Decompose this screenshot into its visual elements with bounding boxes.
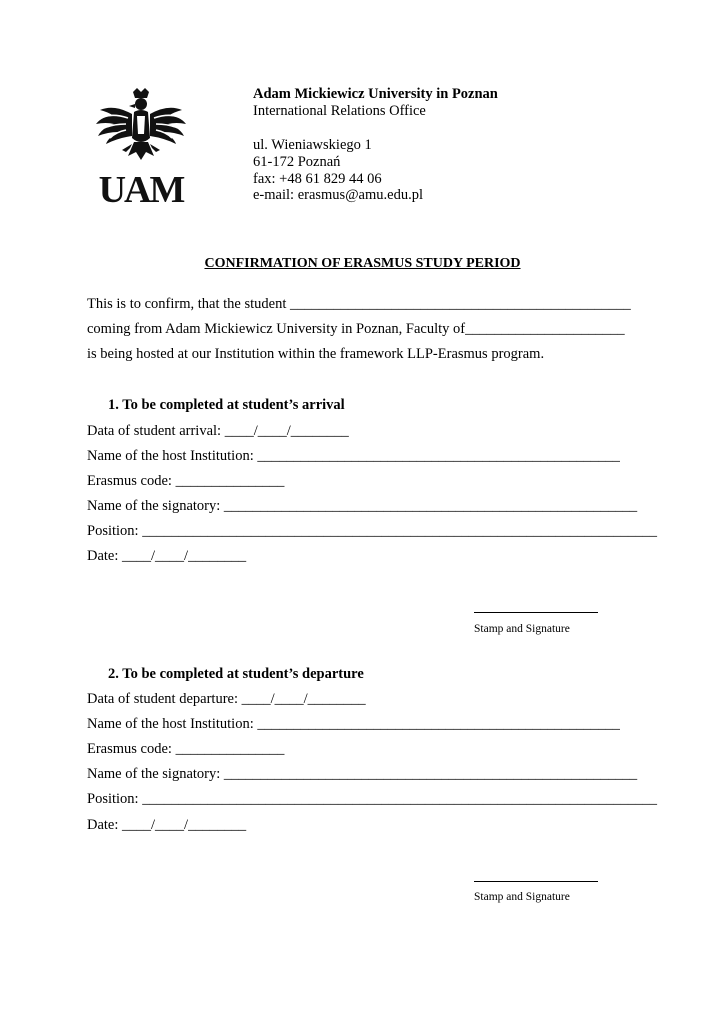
departure-signing-date-field[interactable]: Date: ____/____/________: [87, 817, 247, 833]
arrival-signature-line[interactable]: [474, 612, 598, 613]
email-address: e-mail: erasmus@amu.edu.pl: [253, 187, 423, 203]
arrival-stamp-label: Stamp and Signature: [474, 623, 570, 635]
student-confirm-line[interactable]: This is to confirm, that the student _______________________________________________: [87, 296, 631, 312]
departure-stamp-label: Stamp and Signature: [474, 891, 570, 903]
arrival-section-heading: 1. To be completed at student’s arrival: [108, 397, 345, 413]
hosting-statement: is being hosted at our Institution within the framework LLP-Erasmus program.: [87, 346, 545, 362]
arrival-position-field[interactable]: Position: _______________________________________________________________________: [87, 523, 657, 539]
arrival-signing-date-field[interactable]: Date: ____/____/________: [87, 548, 247, 564]
uam-logo: [92, 86, 190, 208]
faculty-line[interactable]: coming from Adam Mickiewicz University in Poznan, Faculty of______________________: [87, 321, 625, 337]
office-name: International Relations Office: [253, 103, 426, 119]
arrival-erasmus-code-field[interactable]: Erasmus code: _______________: [87, 473, 285, 489]
arrival-signatory-field[interactable]: Name of the signatory: _________________________________________________________: [87, 498, 638, 514]
arrival-date-field[interactable]: Data of student arrival: ____/____/________: [87, 423, 349, 439]
departure-erasmus-code-field[interactable]: Erasmus code: _______________: [87, 741, 285, 757]
arrival-host-institution-field[interactable]: Name of the host Institution: __________________________________________________: [87, 448, 620, 464]
departure-host-institution-field[interactable]: Name of the host Institution: __________________________________________________: [87, 716, 620, 732]
eagle-emblem-icon: [92, 86, 190, 208]
logo-lettering: UAM: [98, 169, 184, 208]
departure-position-field[interactable]: Position: _______________________________________________________________________: [87, 791, 657, 807]
address-city: 61-172 Poznań: [253, 154, 341, 170]
document-title: CONFIRMATION OF ERASMUS STUDY PERIOD: [204, 256, 521, 271]
fax-number: fax: +48 61 829 44 06: [253, 171, 382, 187]
departure-section-heading: 2. To be completed at student’s departure: [108, 666, 364, 682]
address-street: ul. Wieniawskiego 1: [253, 137, 372, 153]
departure-signatory-field[interactable]: Name of the signatory: _________________________________________________________: [87, 766, 638, 782]
departure-date-field[interactable]: Data of student departure: ____/____/________: [87, 691, 366, 707]
departure-signature-line[interactable]: [474, 881, 598, 882]
university-name: Adam Mickiewicz University in Poznan: [253, 86, 498, 102]
